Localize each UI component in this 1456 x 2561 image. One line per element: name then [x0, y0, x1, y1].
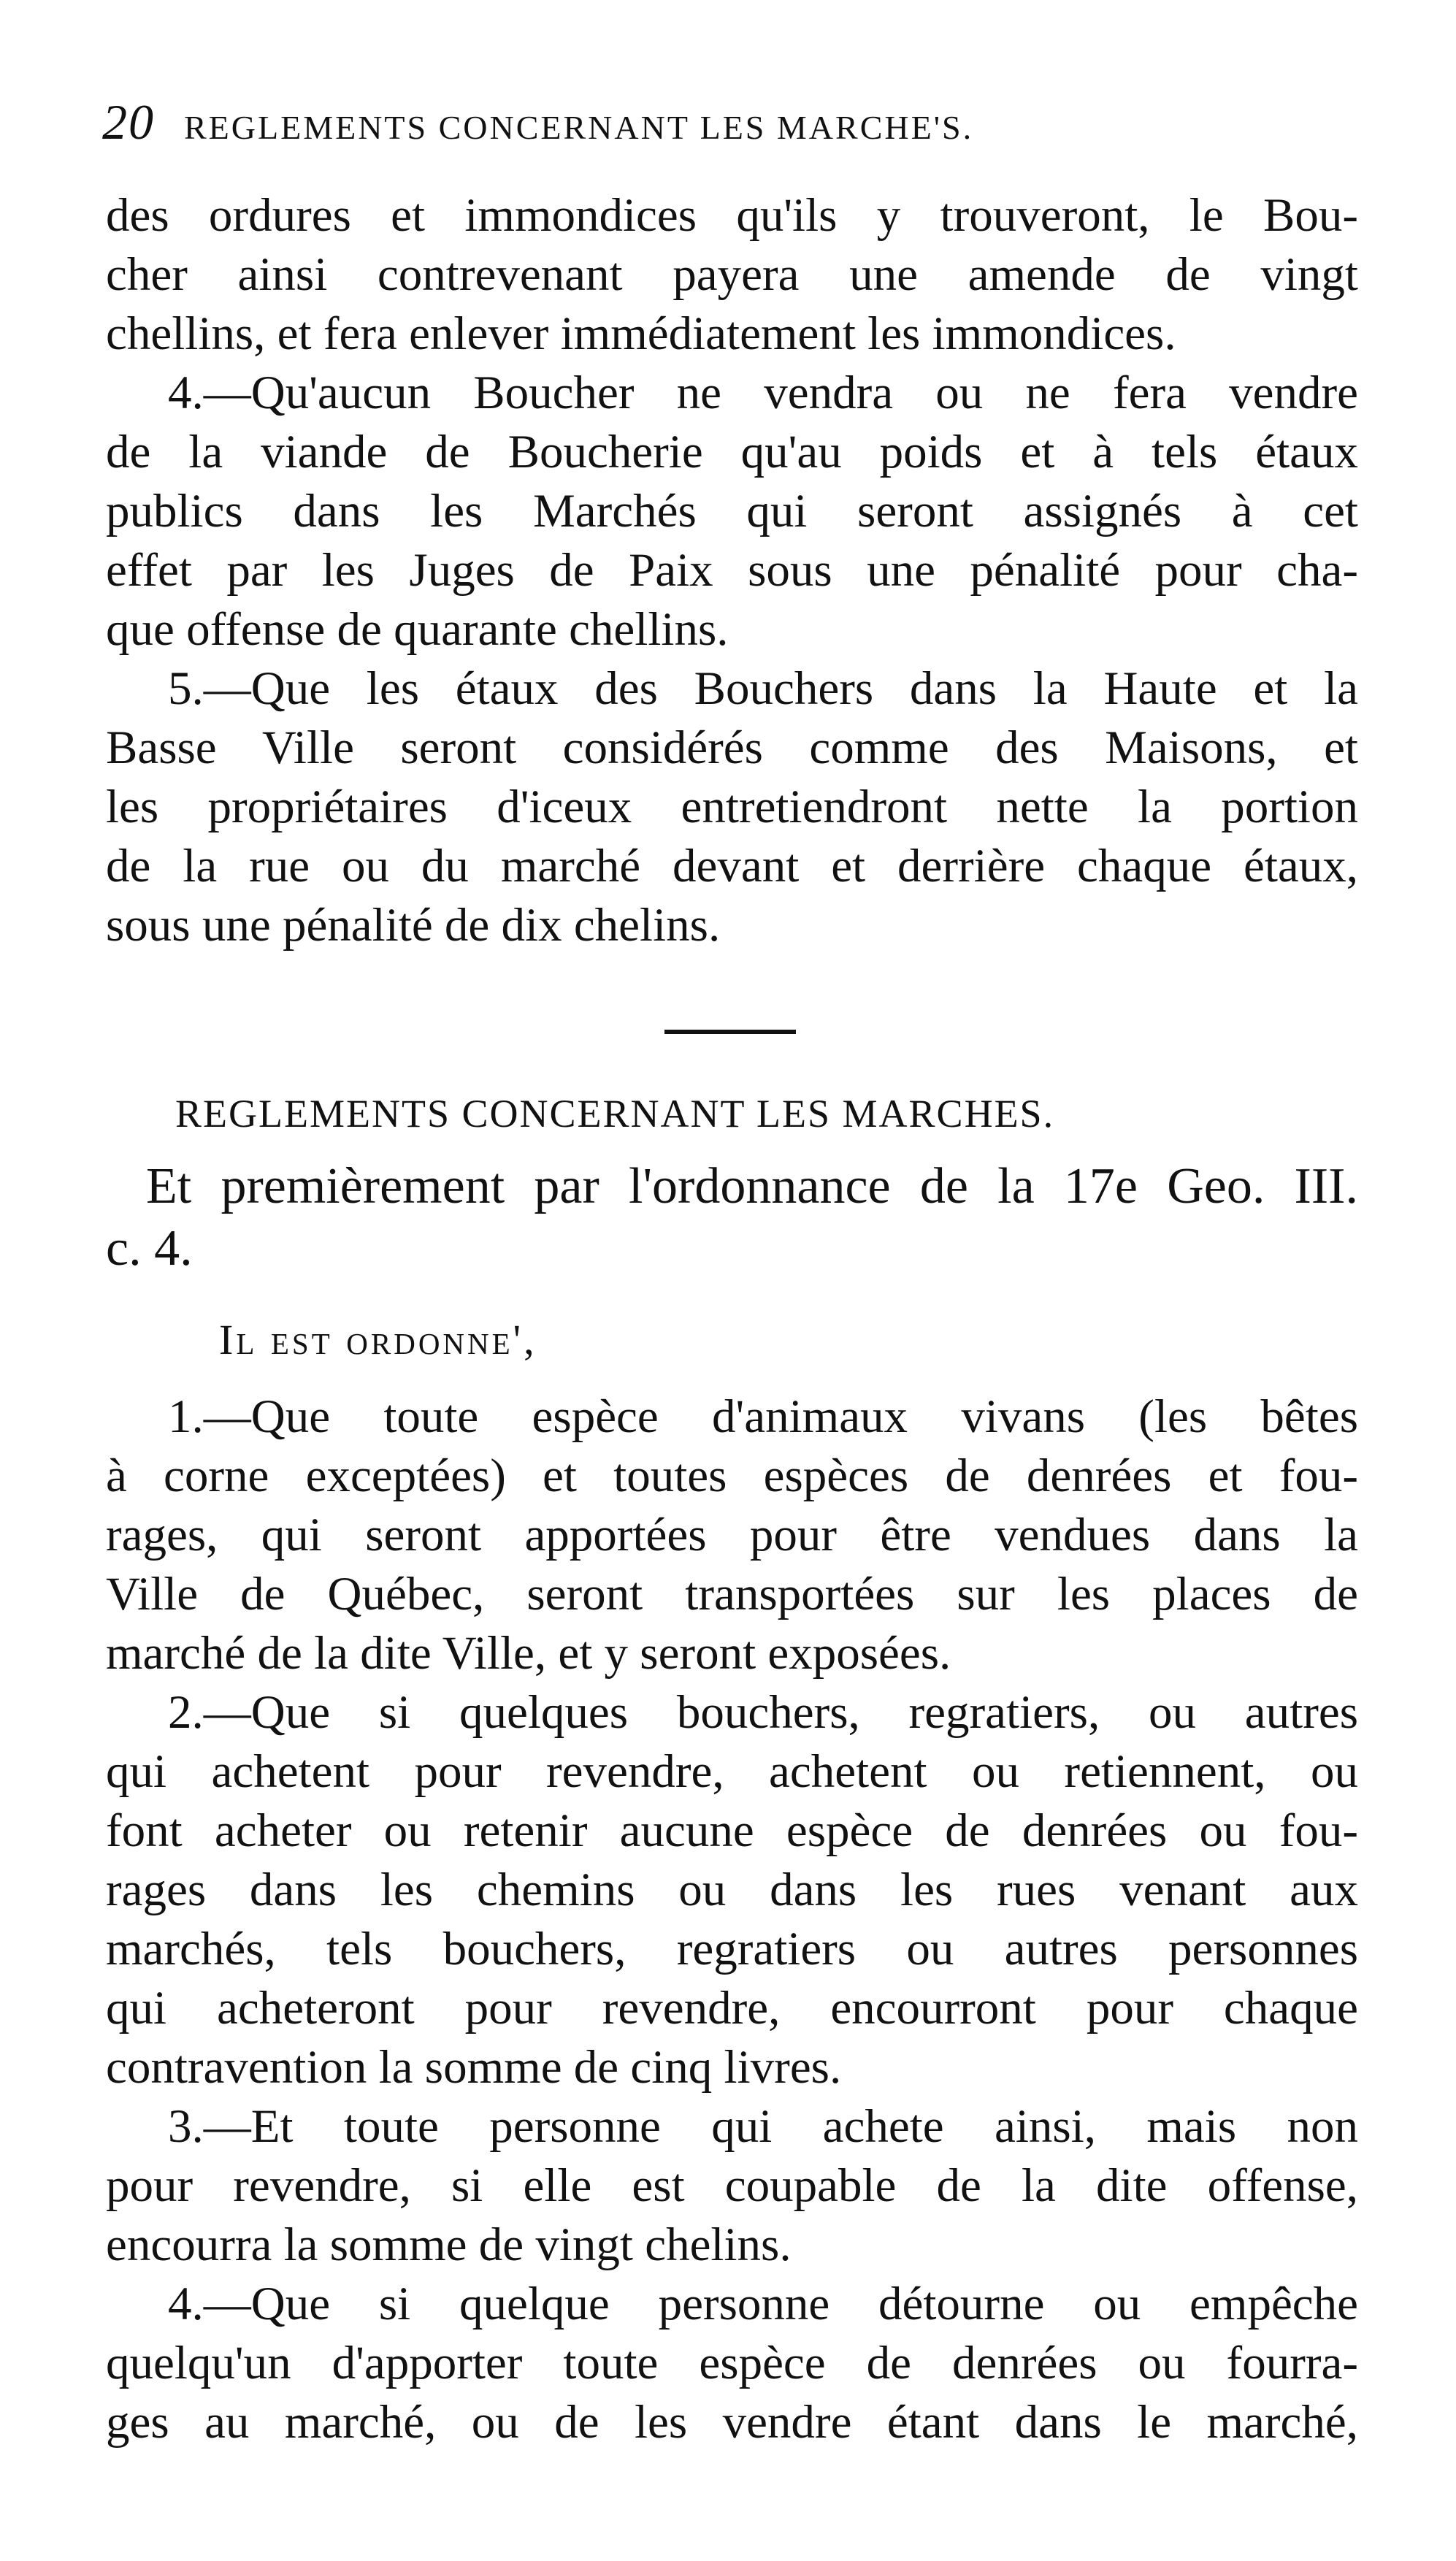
- text-line: des ordures et immondices qu'ils y trouveront, le Bou-: [106, 189, 1358, 242]
- text-line: ges au marché, ou de les vendre étant dans le marché,: [106, 2396, 1358, 2449]
- text-line: 2.—Que si quelques bouchers, regratiers, ou autres: [168, 1686, 1358, 1739]
- text-line: rages, qui seront apportées pour être vendues dans la: [106, 1509, 1358, 1561]
- running-title: REGLEMENTS CONCERNANT LES MARCHE'S.: [184, 109, 974, 146]
- running-head: [102, 93, 1358, 159]
- text-line: rages dans les chemins ou dans les rues venant aux: [106, 1864, 1358, 1916]
- text-line: qui achetent pour revendre, achetent ou retiennent, ou: [106, 1745, 1358, 1798]
- text-line: de la viande de Boucherie qu'au poids et à tels étaux: [106, 426, 1358, 478]
- text-line: 4.—Qu'aucun Boucher ne vendra ou ne fera vendre: [168, 367, 1358, 419]
- text-line: contravention la somme de cinq livres.: [106, 2041, 842, 2094]
- text-line: encourra la somme de vingt chelins.: [106, 2219, 792, 2271]
- text-line: pour revendre, si elle est coupable de la dite offense,: [106, 2159, 1358, 2212]
- text-line: à corne exceptées) et toutes espèces de denrées et fou-: [106, 1450, 1358, 1502]
- section-title: REGLEMENTS CONCERNANT LES MARCHES.: [175, 1092, 1055, 1136]
- text-line: 5.—Que les étaux des Bouchers dans la Haute et la: [168, 662, 1358, 715]
- text-line: que offense de quarante chellins.: [106, 603, 729, 656]
- text-line: 4.—Que si quelque personne détourne ou empêche: [168, 2278, 1358, 2330]
- text-line: sous une pénalité de dix chelins.: [106, 899, 721, 952]
- text-line: Ville de Québec, seront transportées sur les places de: [106, 1568, 1358, 1620]
- text-line: 3.—Et toute personne qui achete ainsi, mais non: [168, 2100, 1358, 2153]
- text-line: publics dans les Marchés qui seront assignés à cet: [106, 485, 1358, 537]
- ordinance-heading: Il est ordonne',: [219, 1316, 537, 1363]
- text-line: qui acheteront pour revendre, encourront pour chaque: [106, 1982, 1358, 2034]
- section-subtitle-continued: c. 4.: [106, 1220, 193, 1276]
- text-line: chellins, et fera enlever immédiatement les immondices.: [106, 307, 1176, 360]
- section-subtitle: Et premièrement par l'ordonnance de la 17e Geo. III.: [146, 1158, 1358, 1214]
- text-line: les propriétaires d'iceux entretiendront nette la portion: [106, 781, 1358, 833]
- text-line: 1.—Que toute espèce d'animaux vivans (les bêtes: [168, 1390, 1358, 1443]
- section-divider: [664, 1030, 796, 1034]
- text-line: marchés, tels bouchers, regratiers ou autres personnes: [106, 1923, 1358, 1975]
- text-line: effet par les Juges de Paix sous une pénalité pour cha-: [106, 544, 1358, 597]
- text-line: Basse Ville seront considérés comme des Maisons, et: [106, 721, 1358, 774]
- page-number: 20: [102, 94, 155, 150]
- text-line: marché de la dite Ville, et y seront exposées.: [106, 1627, 951, 1680]
- text-line: cher ainsi contrevenant payera une amende de vingt: [106, 248, 1358, 301]
- text-line: quelqu'un d'apporter toute espèce de denrées ou fourra-: [106, 2337, 1358, 2389]
- text-line: font acheter ou retenir aucune espèce de denrées ou fou-: [106, 1804, 1358, 1857]
- text-line: de la rue ou du marché devant et derrière chaque étaux,: [106, 840, 1358, 892]
